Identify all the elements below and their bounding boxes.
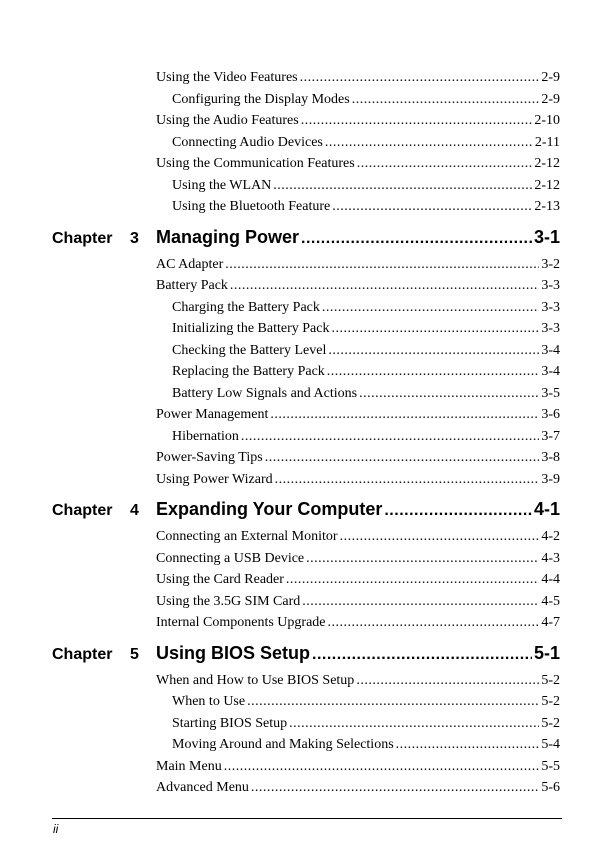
- toc-entry: [156, 471, 560, 489]
- chapter-heading: [52, 643, 560, 664]
- entry-title: When to Use: [172, 694, 246, 709]
- toc-entry: [156, 449, 560, 467]
- entry-page-number: 5-6: [541, 780, 560, 795]
- entry-title: Starting BIOS Setup: [172, 715, 288, 731]
- entry-page-number: 4-2: [541, 529, 560, 544]
- toc-entry: [156, 571, 560, 589]
- entry-title: Using the WLAN: [172, 177, 272, 193]
- entry-page-number: 2-11: [534, 134, 560, 150]
- toc-entry: [156, 256, 560, 274]
- entry-title: Using the Card Reader: [156, 572, 284, 587]
- entry-page-number: 3-4: [541, 364, 560, 379]
- entry-page-number: 3-6: [541, 407, 560, 422]
- chapter-number: 5: [130, 645, 139, 663]
- dot-leader: [301, 230, 532, 248]
- toc-entry: [156, 550, 560, 568]
- dot-leader: [357, 155, 533, 173]
- entry-title: AC Adapter: [156, 256, 224, 272]
- entry-page-number: 2-9: [541, 91, 560, 107]
- dot-leader: [275, 471, 540, 489]
- entry-page-number: 5-2: [541, 694, 560, 709]
- chapter-page-number: 4-1: [533, 499, 560, 519]
- entry-page-number: 2-10: [534, 113, 560, 128]
- dot-leader: [273, 177, 532, 195]
- dot-leader: [251, 779, 539, 797]
- toc-entry: [156, 779, 560, 797]
- entry-page-number: 3-4: [541, 342, 560, 358]
- dot-leader: [224, 758, 540, 776]
- chapter-label: Chapter: [52, 229, 113, 247]
- dot-leader: [289, 715, 539, 733]
- dot-leader: [327, 363, 540, 381]
- toc-entry: [156, 672, 560, 690]
- chapter-number: 3: [130, 229, 139, 247]
- entry-page-number: 4-4: [541, 572, 560, 587]
- entry-title: Connecting Audio Devices: [172, 134, 323, 150]
- entry-page-number: 5-5: [541, 758, 560, 774]
- dot-leader: [286, 571, 539, 589]
- dot-leader: [270, 406, 539, 424]
- entry-page-number: 3-3: [541, 321, 560, 336]
- dot-leader: [241, 428, 539, 446]
- entry-page-number: 4-3: [541, 550, 560, 566]
- entry-title: Using the 3.5G SIM Card: [156, 593, 301, 609]
- dot-leader: [312, 646, 532, 664]
- entry-page-number: 3-3: [541, 278, 560, 293]
- toc-subentry: [172, 385, 560, 403]
- toc-subentry: [172, 736, 560, 754]
- chapter-title: Managing Power: [156, 226, 300, 247]
- toc-subentry: [172, 428, 560, 446]
- entry-title: Checking the Battery Level: [172, 342, 327, 358]
- toc-subentry: [172, 198, 560, 216]
- dot-leader: [247, 693, 539, 711]
- entry-page-number: 3-3: [541, 299, 560, 315]
- entry-page-number: 3-8: [541, 450, 560, 465]
- toc-subentry: [172, 177, 560, 195]
- chapter-label: Chapter: [52, 645, 113, 663]
- entry-title: Charging the Battery Pack: [172, 299, 320, 315]
- dot-leader: [302, 593, 539, 611]
- entry-page-number: 2-13: [534, 199, 560, 214]
- entry-title: Power-Saving Tips: [156, 450, 263, 465]
- entry-page-number: 2-12: [534, 177, 560, 193]
- entry-title: Using the Bluetooth Feature: [172, 199, 331, 214]
- toc-subentry: [172, 342, 560, 360]
- dot-leader: [356, 672, 539, 690]
- entry-title: Advanced Menu: [156, 780, 249, 795]
- toc-subentry: [172, 363, 560, 381]
- entry-title: Replacing the Battery Pack: [172, 364, 325, 379]
- dot-leader: [265, 449, 540, 467]
- chapter-title: Expanding Your Computer: [156, 499, 383, 519]
- dot-leader: [396, 736, 540, 754]
- toc-subentry: [172, 299, 560, 317]
- chapter-number: 4: [130, 502, 139, 519]
- entry-title: Main Menu: [156, 758, 222, 774]
- entry-page-number: 5-4: [541, 737, 560, 752]
- dot-leader: [332, 198, 532, 216]
- toc-entry: [156, 277, 560, 295]
- entry-title: Battery Pack: [156, 278, 228, 293]
- entry-title: Connecting an External Monitor: [156, 529, 338, 544]
- dot-leader: [225, 256, 539, 274]
- chapter-title: Using BIOS Setup: [156, 642, 311, 663]
- dot-leader: [340, 528, 540, 546]
- entry-title: Using the Video Features: [156, 70, 298, 85]
- toc-subentry: [172, 91, 560, 109]
- entry-page-number: 2-9: [541, 70, 560, 85]
- dot-leader: [306, 550, 539, 568]
- entry-title: Connecting a USB Device: [156, 550, 305, 566]
- entry-title: Using Power Wizard: [156, 471, 273, 487]
- entry-page-number: 3-2: [541, 256, 560, 272]
- toc-entry: [156, 406, 560, 424]
- toc-entry: [156, 112, 560, 130]
- entry-page-number: 5-2: [541, 672, 560, 688]
- entry-title: When and How to Use BIOS Setup: [156, 672, 355, 688]
- toc-entry: [156, 155, 560, 173]
- dot-leader: [328, 342, 539, 360]
- dot-leader: [301, 112, 533, 130]
- entry-page-number: 4-5: [541, 593, 560, 609]
- toc-entry: [156, 758, 560, 776]
- toc-entry: [156, 614, 560, 632]
- toc-entry: [156, 69, 560, 87]
- dot-leader: [331, 320, 539, 338]
- chapter-heading: [52, 499, 560, 520]
- dot-leader: [322, 299, 539, 317]
- chapter-page-number: 5-1: [533, 642, 560, 663]
- entry-title: Battery Low Signals and Actions: [172, 385, 358, 401]
- entry-page-number: 2-12: [534, 156, 560, 171]
- toc-entry: [156, 528, 560, 546]
- footer-page-number: ii: [53, 822, 59, 836]
- footer-rule: [52, 818, 562, 819]
- entry-title: Using the Audio Features: [156, 113, 299, 128]
- entry-title: Using the Communication Features: [156, 156, 355, 171]
- dot-leader: [300, 69, 540, 87]
- entry-page-number: 3-5: [541, 385, 560, 401]
- chapter-label: Chapter: [52, 502, 113, 519]
- dot-leader: [230, 277, 539, 295]
- entry-title: Internal Components Upgrade: [156, 615, 326, 630]
- dot-leader: [325, 134, 533, 152]
- entry-page-number: 5-2: [541, 715, 560, 731]
- toc-subentry: [172, 320, 560, 338]
- entry-page-number: 3-9: [541, 471, 560, 487]
- chapter-heading: [52, 227, 560, 248]
- entry-page-number: 4-7: [541, 615, 560, 630]
- entry-page-number: 3-7: [541, 428, 560, 444]
- toc-subentry: [172, 715, 560, 733]
- entry-title: Configuring the Display Modes: [172, 91, 350, 107]
- toc-entry: [156, 593, 560, 611]
- dot-leader: [359, 385, 539, 403]
- dot-leader: [328, 614, 540, 632]
- entry-title: Hibernation: [172, 428, 239, 444]
- chapter-page-number: 3-1: [533, 226, 560, 247]
- toc-subentry: [172, 693, 560, 711]
- entry-title: Moving Around and Making Selections: [172, 737, 394, 752]
- dot-leader: [352, 91, 540, 109]
- entry-title: Initializing the Battery Pack: [172, 321, 330, 336]
- entry-title: Power Management: [156, 407, 269, 422]
- dot-leader: [384, 502, 532, 520]
- toc-subentry: [172, 134, 560, 152]
